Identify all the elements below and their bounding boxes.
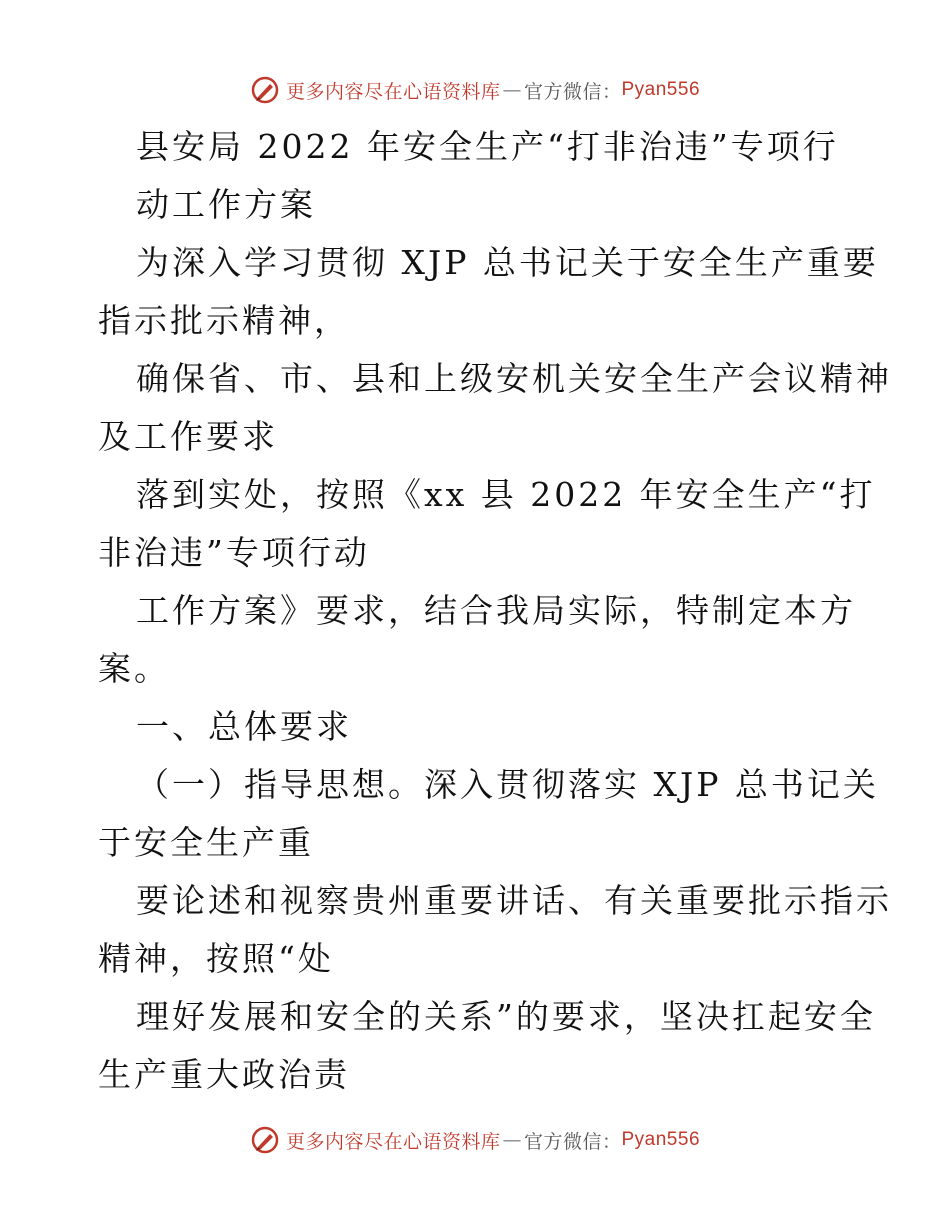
banner-text: 更多内容尽在心语资料库 <box>285 1130 501 1153</box>
banner-separator: — <box>502 1129 522 1151</box>
paragraph-line: 精神，按照“处 <box>98 939 334 978</box>
footer-watermark-banner <box>0 1120 950 1160</box>
document-body <box>98 118 892 1104</box>
paragraph-line: 于安全生产重 <box>98 823 314 862</box>
pen-logo-icon <box>250 75 280 105</box>
doc-title-line-1: 县安局 2022 年安全生产“打非治违”专项行 <box>136 127 839 166</box>
banner-separator: — <box>502 79 522 101</box>
banner-contact-label: 官方微信： <box>523 80 622 103</box>
banner-text: 更多内容尽在心语资料库 <box>285 80 501 103</box>
paragraph-line: 理好发展和安全的关系”的要求，坚决扛起安全 <box>136 997 876 1036</box>
paragraph-line: 要论述和视察贵州重要讲话、有关重要批示指示 <box>136 881 892 920</box>
banner-contact-label: 官方微信： <box>523 1130 622 1153</box>
paragraph-line: 落到实处，按照《xx 县 2022 年安全生产“打 <box>136 475 876 514</box>
paragraph-line: （一）指导思想。深入贯彻落实 XJP 总书记关 <box>136 765 879 804</box>
header-watermark-banner <box>0 70 950 110</box>
paragraph-line: 为深入学习贯彻 XJP 总书记关于安全生产重要 <box>136 243 879 282</box>
section-heading: 一、总体要求 <box>136 707 352 746</box>
paragraph-line: 及工作要求 <box>98 417 278 456</box>
paragraph-line: 确保省、市、县和上级安机关安全生产会议精神 <box>136 359 892 398</box>
paragraph-line: 案。 <box>98 649 170 688</box>
pen-logo-icon <box>250 1125 280 1155</box>
paragraph-line: 指示批示精神， <box>98 301 350 340</box>
paragraph-line: 非治违”专项行动 <box>98 533 370 572</box>
paragraph-line: 工作方案》要求，结合我局实际，特制定本方 <box>136 591 856 630</box>
banner-contact-id: Pyan556 <box>621 79 701 100</box>
doc-title-line-2: 动工作方案 <box>136 185 316 224</box>
paragraph-line: 生产重大政治责 <box>98 1055 350 1094</box>
banner-contact-id: Pyan556 <box>621 1129 701 1150</box>
